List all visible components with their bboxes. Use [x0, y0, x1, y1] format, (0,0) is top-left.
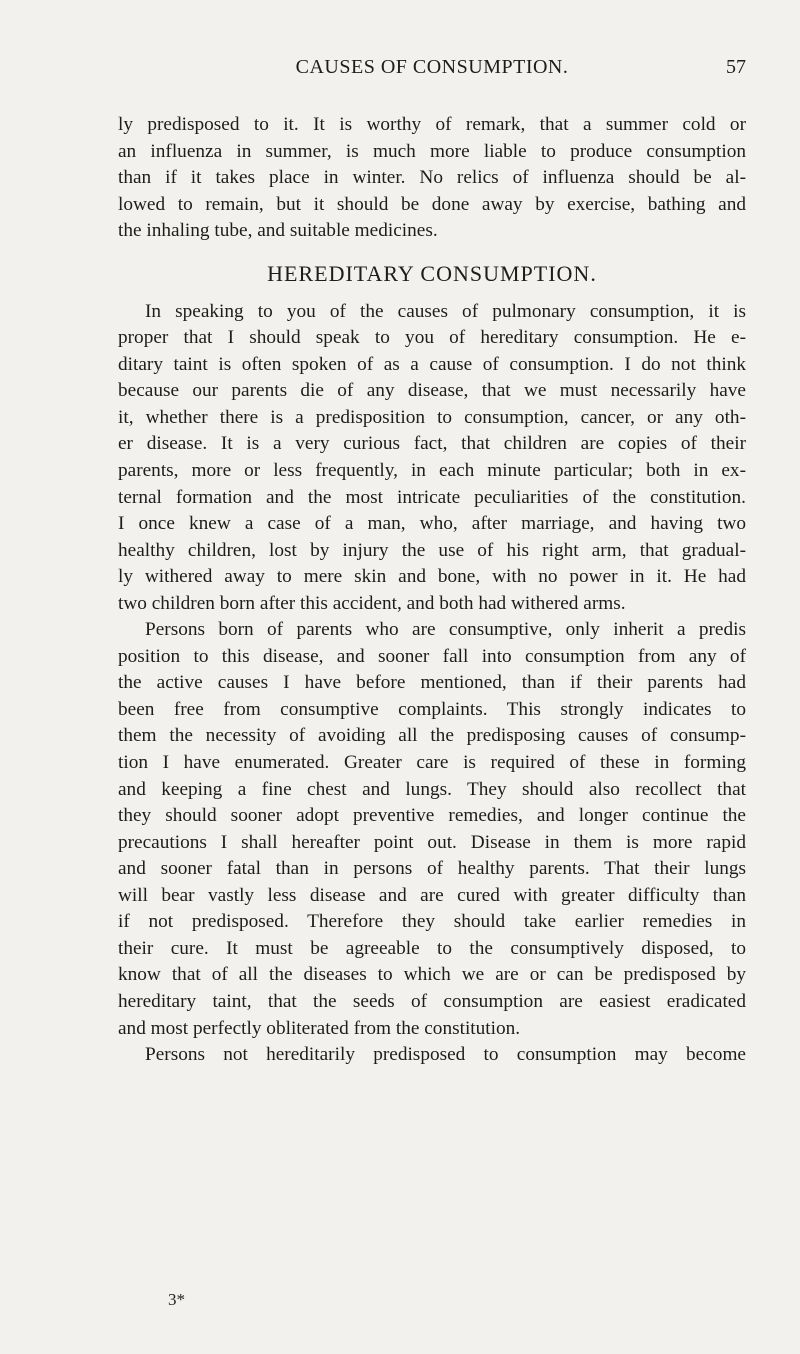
- text-line: and sooner fatal than in persons of healthy parents. That their lungs: [118, 858, 746, 880]
- text-line: Persons not hereditarily predisposed to consumption may become: [145, 1044, 746, 1066]
- text-line: and most perfectly obliterated from the constitution.: [118, 1017, 521, 1039]
- text-line: if not predisposed. Therefore they should take earlier remedies in: [118, 911, 746, 933]
- text-line: their cure. It must be agreeable to the consumptively disposed, to: [118, 937, 746, 959]
- text-line: proper that I should speak to you of hereditary consumption. He e-: [118, 327, 746, 349]
- text-line: position to this disease, and sooner fall into consumption from any of: [118, 645, 746, 667]
- text-line: the inhaling tube, and suitable medicines.: [118, 220, 438, 242]
- text-line: er disease. It is a very curious fact, that children are copies of their: [118, 433, 746, 455]
- text-line: hereditary taint, that the seeds of consumption are easiest eradicated: [118, 990, 746, 1012]
- text-line: precautions I shall hereafter point out. Disease in them is more rapid: [118, 831, 746, 853]
- text-line: tion I have enumerated. Greater care is required of these in forming: [118, 752, 746, 774]
- text-line: two children born after this accident, and both had withered arms.: [118, 592, 626, 614]
- text-line: I once knew a case of a man, who, after marriage, and having two: [118, 513, 746, 535]
- text-line: them the necessity of avoiding all the predisposing causes of consump-: [118, 725, 746, 747]
- page-number: 57: [726, 56, 746, 78]
- text-line: than if it takes place in winter. No relics of influenza should be al-: [118, 167, 746, 189]
- section-heading: HEREDITARY CONSUMPTION.: [267, 260, 597, 286]
- text-line: healthy children, lost by injury the use of his right arm, that gradual-: [118, 539, 746, 561]
- text-line: been free from consumptive complaints. This strongly indicates to: [118, 698, 746, 720]
- text-line: the active causes I have before mentioned, than if their parents had: [118, 672, 746, 694]
- running-title: CAUSES OF CONSUMPTION.: [295, 56, 569, 78]
- text-line: parents, more or less frequently, in each minute particular; both in ex-: [118, 460, 746, 482]
- text-line: they should sooner adopt preventive remedies, and longer continue the: [118, 805, 746, 827]
- signature-mark: 3*: [168, 1290, 185, 1309]
- text-line: ly withered away to mere skin and bone, with no power in it. He had: [118, 566, 746, 588]
- text-line: Persons born of parents who are consumptive, only inherit a predis: [145, 619, 746, 641]
- text-line: ditary taint is often spoken of as a cause of consumption. I do not think: [118, 353, 746, 375]
- text-line: ternal formation and the most intricate peculiarities of the constitution.: [118, 486, 746, 508]
- text-line: an influenza in summer, is much more liable to produce consumption: [118, 140, 746, 162]
- body-text: [118, 112, 746, 1069]
- text-line: lowed to remain, but it should be done away by exercise, bathing and: [118, 193, 746, 215]
- text-line: because our parents die of any disease, that we must necessarily have: [118, 380, 746, 402]
- running-head: [118, 56, 746, 86]
- text-line: know that of all the diseases to which we are or can be predisposed by: [118, 964, 746, 986]
- text-line: it, whether there is a predisposition to consumption, cancer, or any oth-: [118, 406, 746, 428]
- text-line: In speaking to you of the causes of pulmonary consumption, it is: [145, 300, 746, 322]
- text-line: and keeping a fine chest and lungs. They should also recollect that: [118, 778, 746, 800]
- text-line: will bear vastly less disease and are cured with greater difficulty than: [118, 884, 746, 906]
- text-line: ly predisposed to it. It is worthy of remark, that a summer cold or: [118, 114, 746, 135]
